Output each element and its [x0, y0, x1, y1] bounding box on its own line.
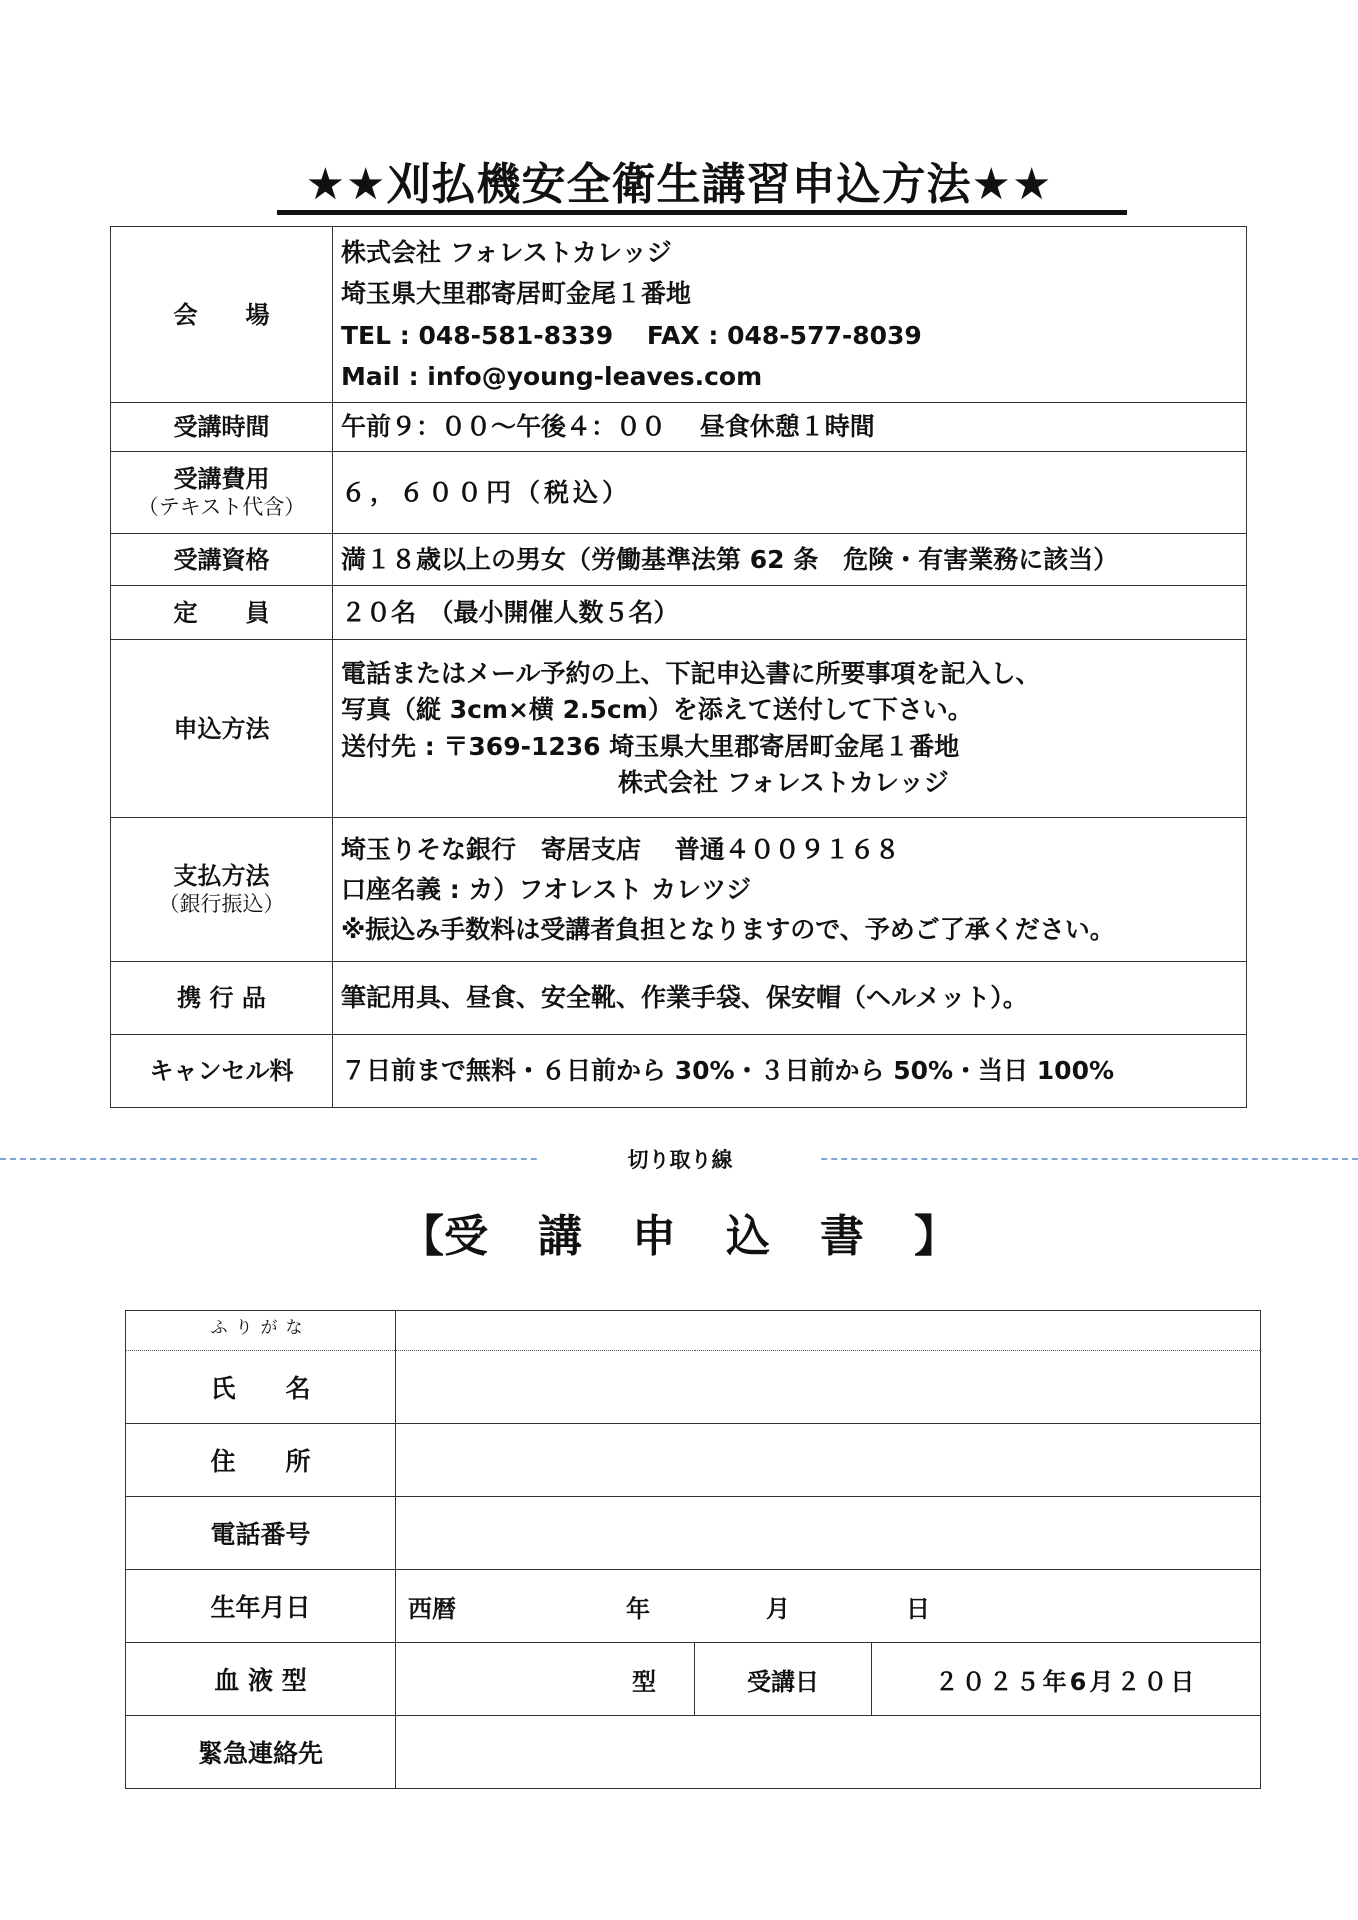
cancel-label: キャンセル料 [111, 1035, 333, 1108]
emergency-input[interactable] [396, 1716, 1261, 1789]
venue-mail: Mail : info@young-leaves.com [341, 361, 763, 391]
course-info-table [110, 226, 1247, 1108]
method-line-2: 写真（縦 3cm×横 2.5cm）を添えて送付して下さい。 [341, 695, 973, 725]
payment-label-main: 支払方法 [173, 862, 270, 891]
time-row [111, 403, 1247, 452]
fee-label [111, 452, 333, 534]
qualification-row [111, 534, 1247, 586]
address-input[interactable] [396, 1424, 1261, 1497]
furigana-label: ふりがな [126, 1311, 396, 1351]
fee-value: ６，６００円（税込） [333, 452, 1247, 534]
birth-day-unit: 日 [906, 1594, 930, 1623]
name-input[interactable] [396, 1351, 1261, 1424]
birth-label: 生年月日 [126, 1570, 396, 1643]
capacity-value: ２０名 （最小開催人数５名） [333, 586, 1247, 640]
application-title-close: 】 [914, 1211, 958, 1262]
application-form-table [125, 1310, 1261, 1789]
blood-label: 血 液 型 [126, 1643, 396, 1716]
method-line-3: 送付先 : 〒369-1236 埼玉県大里郡寄居町金尾１番地 [341, 731, 960, 761]
birth-year-unit: 年 [626, 1594, 650, 1623]
emergency-label: 緊急連絡先 [126, 1716, 396, 1789]
cancel-value: ７日前まで無料・６日前から 30%・３日前から 50%・当日 100% [333, 1035, 1247, 1108]
page-title: ★★刈払機安全衛生講習申込方法★★ [305, 159, 1053, 210]
venue-label: 会 場 [111, 227, 333, 403]
name-row [126, 1351, 1261, 1424]
address-label: 住 所 [126, 1424, 396, 1497]
blood-input[interactable] [396, 1643, 695, 1716]
qualification-label: 受講資格 [111, 534, 333, 586]
birth-row [126, 1570, 1261, 1643]
payment-row [111, 818, 1247, 962]
method-value [333, 640, 1247, 818]
venue-value [333, 227, 1247, 403]
phone-input[interactable] [396, 1497, 1261, 1570]
payment-bank: 埼玉りそな銀行 寄居支店 普通４００９１６８ [341, 834, 900, 864]
furigana-row [126, 1311, 1261, 1351]
birth-era: 西暦 [408, 1594, 456, 1623]
birth-month-unit: 月 [766, 1594, 790, 1623]
method-row [111, 640, 1247, 818]
blood-suffix: 型 [632, 1667, 656, 1696]
capacity-row [111, 586, 1247, 640]
fee-label-sub: （テキスト代含） [137, 495, 306, 520]
method-line-1: 電話またはメール予約の上、下記申込書に所要事項を記入し、 [341, 659, 1041, 688]
payment-label-sub: （銀行振込） [158, 892, 285, 917]
fee-label-main: 受講費用 [173, 465, 270, 494]
capacity-label: 定 員 [111, 586, 333, 640]
qualification-value: 満１８歳以上の男女（労働基準法第 62 条 危険・有害業務に該当） [333, 534, 1247, 586]
time-value: 午前９：００～午後４：００ 昼食休憩１時間 [333, 403, 1247, 452]
venue-tel-fax: TEL : 048-581-8339 FAX : 048-577-8039 [341, 320, 922, 350]
phone-row [126, 1497, 1261, 1570]
blood-row [126, 1643, 1261, 1716]
birth-input[interactable] [396, 1570, 1261, 1643]
course-date-label: 受講日 [695, 1643, 872, 1716]
title-underline [277, 210, 1127, 215]
name-label: 氏 名 [126, 1351, 396, 1424]
address-row [126, 1424, 1261, 1497]
emergency-row [126, 1716, 1261, 1789]
items-label: 携 行 品 [111, 962, 333, 1035]
payment-account-name: 口座名義 : カ）フオレスト カレツジ [341, 874, 752, 904]
venue-row [111, 227, 1247, 403]
items-row [111, 962, 1247, 1035]
method-label: 申込方法 [111, 640, 333, 818]
items-value: 筆記用具、昼食、安全靴、作業手袋、保安帽（ヘルメット）。 [333, 962, 1247, 1035]
time-label: 受講時間 [111, 403, 333, 452]
cancel-row [111, 1035, 1247, 1108]
furigana-input[interactable] [396, 1311, 1261, 1351]
venue-company: 株式会社 フォレストカレッジ [341, 238, 672, 267]
application-title-open: 【 [400, 1211, 444, 1262]
application-form-title [0, 1200, 1358, 1264]
method-line-4: 株式会社 フォレストカレッジ [618, 767, 949, 797]
application-title-text: 受講申込書 [444, 1211, 914, 1262]
venue-address: 埼玉県大里郡寄居町金尾１番地 [341, 279, 692, 309]
payment-value [333, 818, 1247, 962]
payment-note: ※振込み手数料は受講者負担となりますので、予めご了承ください。 [341, 914, 1115, 944]
phone-label: 電話番号 [126, 1497, 396, 1570]
course-date-value: ２０２５年6月２０日 [872, 1643, 1261, 1716]
payment-label [111, 818, 333, 962]
cut-line-label: 切り取り線 [540, 1140, 820, 1184]
fee-row [111, 452, 1247, 534]
